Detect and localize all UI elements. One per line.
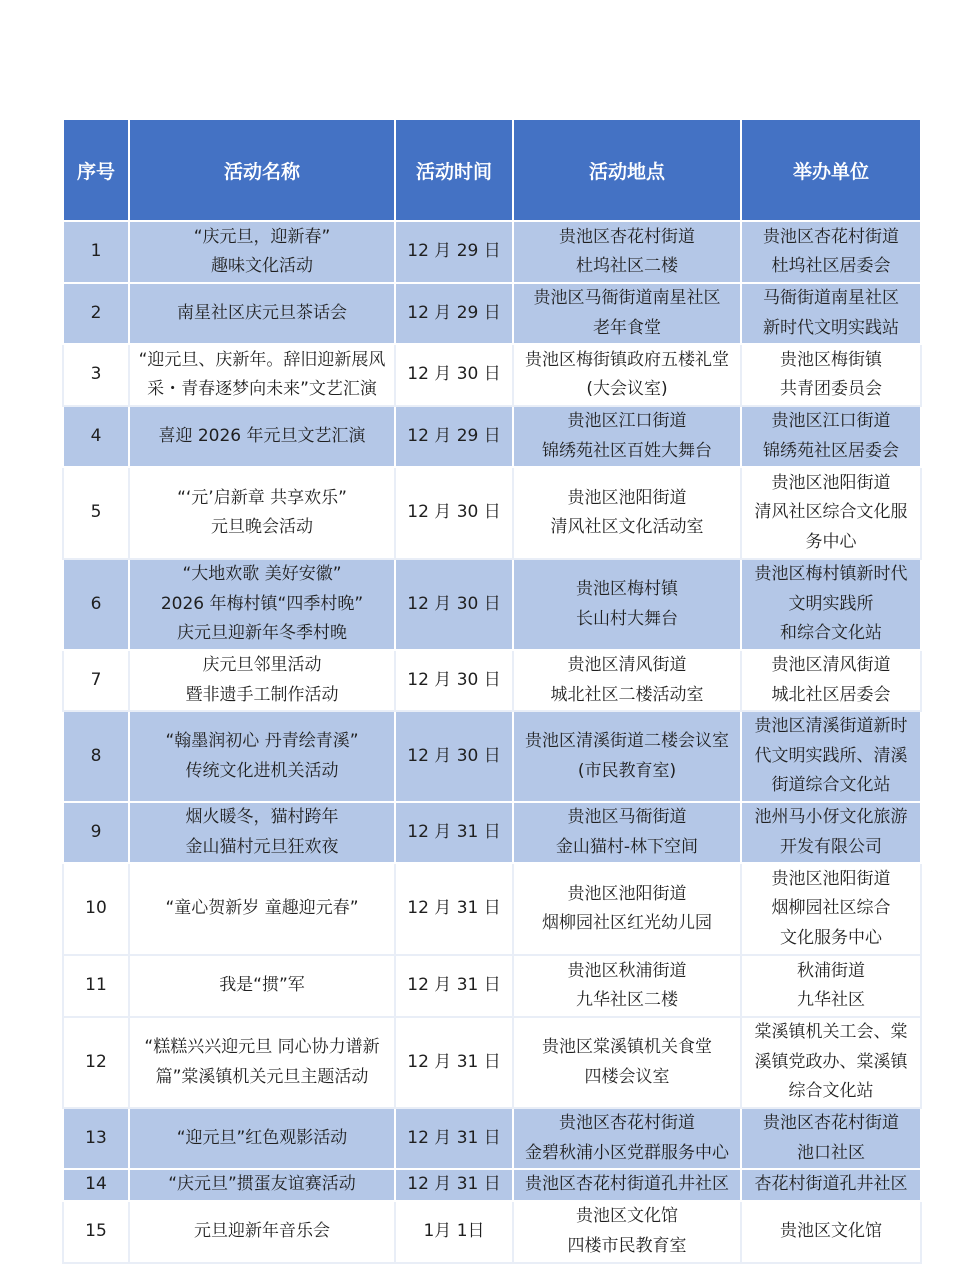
table-row (63, 283, 921, 344)
cell-organizer-line: 贵池区梅街镇 (780, 349, 882, 370)
cell-activity-name (129, 283, 395, 344)
table-row (63, 221, 921, 283)
cell-activity-place-line: 贵池区马衙街道南星社区 (533, 288, 721, 308)
cell-index: 9 (63, 802, 129, 863)
cell-activity-place-line: 清风社区文化活动室 (550, 517, 704, 537)
cell-activity-time: 12 月 31 日 (395, 1169, 513, 1201)
cell-activity-place-line: 贵池区杏花村街道 (559, 1113, 695, 1133)
cell-index: 11 (63, 955, 129, 1017)
cell-organizer-line: 开发有限公司 (780, 836, 882, 857)
header-activity-time: 活动时间 (395, 119, 513, 221)
cell-activity-name-line: 元旦晚会活动 (211, 517, 313, 537)
cell-activity-place-line: 金碧秋浦小区党群服务中心 (525, 1142, 729, 1163)
cell-activity-name (129, 955, 395, 1017)
header-organizer: 举办单位 (741, 119, 921, 221)
cell-activity-name-line: 烟火暖冬，猫村跨年 (185, 807, 339, 827)
header-index: 序号 (63, 119, 129, 221)
cell-activity-time: 12 月 29 日 (395, 221, 513, 283)
cell-organizer (741, 711, 921, 802)
cell-activity-time: 12 月 30 日 (395, 344, 513, 406)
cell-organizer-line: 九华社区 (797, 990, 865, 1010)
cell-activity-place-line: 烟柳园社区红光幼儿园 (542, 913, 712, 933)
cell-activity-name-line: “童心贺新岁 童趣迎元春” (165, 898, 359, 919)
cell-organizer (741, 406, 921, 467)
cell-activity-time: 12 月 31 日 (395, 1017, 513, 1108)
cell-activity-time: 12 月 31 日 (395, 1108, 513, 1169)
cell-activity-time: 12 月 30 日 (395, 559, 513, 650)
cell-activity-time: 12 月 29 日 (395, 283, 513, 344)
table-row (63, 1201, 921, 1263)
table-row (63, 955, 921, 1017)
cell-activity-place (513, 955, 741, 1017)
cell-organizer-line: 务中心 (805, 531, 857, 552)
cell-organizer-line: 文明实践所 (788, 593, 874, 614)
cell-activity-place-line: 贵池区池阳街道 (567, 487, 687, 508)
cell-activity-name-line: 趣味文化活动 (211, 256, 313, 276)
cell-activity-place-line: 贵池区秋浦街道 (567, 960, 687, 981)
cell-organizer (741, 1201, 921, 1263)
cell-index: 14 (63, 1169, 129, 1201)
cell-activity-name-line: “庆元旦，迎新春” (193, 226, 331, 247)
table-row (63, 802, 921, 863)
cell-activity-place-line: (大会议室) (586, 379, 668, 399)
cell-organizer (741, 344, 921, 406)
cell-activity-name-line: 暨非遗手工制作活动 (185, 684, 339, 705)
cell-activity-name (129, 344, 395, 406)
cell-organizer (741, 283, 921, 344)
cell-activity-time: 12 月 30 日 (395, 467, 513, 559)
cell-activity-place (513, 1108, 741, 1169)
cell-organizer-line: 马衙街道南星社区 (763, 288, 899, 308)
cell-activity-name (129, 650, 395, 711)
cell-activity-time: 12 月 31 日 (395, 955, 513, 1017)
cell-organizer-line: 街道综合文化站 (771, 775, 891, 796)
cell-organizer-line: 杏花村街道孔井社区 (754, 1174, 908, 1194)
cell-activity-place (513, 863, 741, 955)
cell-activity-place-line: 贵池区梅村镇 (576, 579, 678, 599)
cell-activity-place-line: 长山村大舞台 (576, 608, 678, 629)
cell-activity-place-line: 贵池区池阳街道 (567, 883, 687, 904)
cell-activity-name-line: 金山猫村元旦狂欢夜 (185, 836, 339, 857)
cell-activity-name-line: “‘元’启新章 共享欢乐” (177, 487, 347, 508)
cell-organizer-line: 棠溪镇机关工会、棠 (754, 1022, 908, 1043)
cell-activity-place-line: 城北社区二楼活动室 (550, 684, 704, 705)
header-activity-name: 活动名称 (129, 119, 395, 221)
cell-index: 6 (63, 559, 129, 650)
cell-activity-name (129, 711, 395, 802)
cell-activity-name-line: “大地欢歌 美好安徽” (182, 564, 342, 585)
cell-activity-name (129, 221, 395, 283)
cell-activity-place-line: 锦绣苑社区百姓大舞台 (542, 440, 712, 461)
cell-organizer (741, 559, 921, 650)
cell-organizer-line: 贵池区杏花村街道 (763, 226, 899, 247)
cell-organizer-line: 秋浦街道 (797, 960, 865, 981)
cell-activity-place-line: 贵池区清风街道 (567, 655, 687, 675)
table-row (63, 711, 921, 802)
cell-activity-name (129, 802, 395, 863)
cell-activity-place-line: 四楼会议室 (584, 1066, 670, 1087)
cell-organizer-line: 和综合文化站 (780, 623, 882, 644)
cell-activity-name (129, 1108, 395, 1169)
cell-activity-name-line: 庆元旦迎新年冬季村晚 (177, 623, 347, 644)
cell-organizer-line: 烟柳园社区综合 (771, 898, 891, 919)
cell-activity-place-line: 四楼市民教育室 (567, 1235, 687, 1256)
header-activity-place: 活动地点 (513, 119, 741, 221)
table-row (63, 406, 921, 467)
cell-activity-place-line: 九华社区二楼 (576, 990, 678, 1010)
cell-organizer (741, 650, 921, 711)
cell-activity-name (129, 1201, 395, 1263)
table-header-row (63, 119, 921, 221)
cell-organizer-line: 文化服务中心 (780, 927, 882, 948)
cell-activity-name-line: 传统文化进机关活动 (185, 760, 339, 781)
cell-activity-name-line: 我是“掼”军 (219, 975, 305, 996)
table-row (63, 650, 921, 711)
cell-activity-time: 12 月 30 日 (395, 650, 513, 711)
cell-activity-place (513, 344, 741, 406)
cell-organizer (741, 802, 921, 863)
cell-organizer-line: 贵池区杏花村街道 (763, 1113, 899, 1133)
cell-index: 3 (63, 344, 129, 406)
cell-index: 4 (63, 406, 129, 467)
cell-activity-place-line: 杜坞社区二楼 (576, 256, 678, 276)
cell-index: 10 (63, 863, 129, 955)
cell-activity-place-line: 贵池区马衙街道 (567, 807, 687, 827)
cell-activity-name (129, 559, 395, 650)
cell-activity-name (129, 406, 395, 467)
cell-organizer-line: 贵池区池阳街道 (771, 472, 891, 493)
cell-organizer-line: 清风社区综合文化服 (754, 502, 908, 523)
cell-activity-time: 12 月 31 日 (395, 802, 513, 863)
cell-activity-place-line: 老年食堂 (593, 317, 661, 338)
cell-organizer-line: 综合文化站 (788, 1081, 874, 1102)
cell-index: 13 (63, 1108, 129, 1169)
cell-activity-place-line: 贵池区文化馆 (576, 1206, 678, 1226)
cell-activity-name-line: “糕糕兴兴迎元旦 同心协力谱新 (144, 1037, 380, 1057)
cell-organizer (741, 955, 921, 1017)
cell-organizer (741, 1169, 921, 1201)
cell-organizer-line: 贵池区清溪街道新时 (754, 716, 908, 737)
table-row (63, 1017, 921, 1108)
cell-activity-place-line: (市民教育室) (577, 760, 677, 781)
cell-organizer-line: 贵池区文化馆 (780, 1220, 882, 1241)
cell-activity-name-line: 庆元旦邻里活动 (202, 655, 322, 675)
cell-activity-place-line: 贵池区杏花村街道 (559, 226, 695, 247)
cell-activity-place (513, 711, 741, 802)
cell-organizer-line: 新时代文明实践站 (763, 317, 899, 338)
cell-organizer (741, 863, 921, 955)
cell-index: 8 (63, 711, 129, 802)
cell-index: 1 (63, 221, 129, 283)
cell-activity-name (129, 1017, 395, 1108)
cell-organizer-line: 锦绣苑社区居委会 (763, 440, 899, 461)
cell-organizer-line: 池口社区 (797, 1142, 865, 1163)
cell-activity-name-line: 2026 年梅村镇“四季村晚” (160, 593, 364, 614)
cell-activity-place (513, 1017, 741, 1108)
cell-organizer-line: 共青团委员会 (780, 379, 882, 399)
cell-activity-place (513, 283, 741, 344)
table-row (63, 1108, 921, 1169)
cell-organizer-line: 杜坞社区居委会 (771, 256, 891, 276)
cell-organizer (741, 1017, 921, 1108)
cell-activity-name-line: 元旦迎新年音乐会 (194, 1220, 330, 1241)
cell-organizer (741, 221, 921, 283)
cell-index: 12 (63, 1017, 129, 1108)
cell-activity-place-line: 贵池区清溪街道二楼会议室 (525, 731, 729, 751)
cell-activity-place (513, 1201, 741, 1263)
cell-organizer (741, 1108, 921, 1169)
table-row (63, 467, 921, 559)
activity-table (62, 118, 922, 1264)
cell-activity-place-line: 贵池区杏花村街道孔井社区 (525, 1174, 729, 1194)
table-row (63, 344, 921, 406)
cell-organizer-line: 贵池区梅村镇新时代 (754, 564, 908, 585)
cell-organizer-line: 贵池区池阳街道 (771, 868, 891, 889)
cell-organizer-line: 代文明实践所、清溪 (754, 745, 908, 766)
cell-activity-place (513, 1169, 741, 1201)
cell-activity-name-line: “庆元旦”掼蛋友谊赛活动 (168, 1174, 356, 1194)
cell-organizer-line: 池州马小伢文化旅游 (754, 807, 908, 827)
cell-activity-place (513, 221, 741, 283)
cell-activity-place-line: 贵池区江口街道 (567, 411, 687, 431)
cell-index: 5 (63, 467, 129, 559)
cell-activity-place (513, 650, 741, 711)
cell-activity-time: 12 月 30 日 (395, 711, 513, 802)
cell-activity-place (513, 406, 741, 467)
cell-activity-time: 12 月 29 日 (395, 406, 513, 467)
cell-activity-time: 12 月 31 日 (395, 863, 513, 955)
activity-table-container (62, 118, 920, 1264)
cell-organizer-line: 溪镇党政办、棠溪镇 (754, 1051, 908, 1072)
cell-activity-place-line: 贵池区棠溪镇机关食堂 (542, 1037, 712, 1057)
cell-organizer-line: 贵池区清风街道 (771, 655, 891, 675)
cell-activity-time: 1月 1日 (395, 1201, 513, 1263)
cell-organizer (741, 467, 921, 559)
cell-activity-name-line: 南星社区庆元旦茶话会 (177, 302, 347, 323)
table-row (63, 863, 921, 955)
cell-activity-name-line: “迎元旦、庆新年。辞旧迎新展风 (138, 349, 386, 370)
cell-index: 7 (63, 650, 129, 711)
cell-activity-name (129, 1169, 395, 1201)
cell-index: 15 (63, 1201, 129, 1263)
cell-activity-place-line: 贵池区梅街镇政府五楼礼堂 (525, 349, 729, 370)
cell-organizer-line: 城北社区居委会 (771, 684, 891, 705)
table-row (63, 559, 921, 650)
table-body (63, 221, 921, 1263)
cell-activity-name-line: 采・青春逐梦向未来”文艺汇演 (147, 379, 377, 399)
cell-activity-name-line: 篇”棠溪镇机关元旦主题活动 (155, 1066, 369, 1087)
cell-activity-name-line: “翰墨润初心 丹青绘青溪” (165, 731, 359, 751)
cell-activity-place-line: 金山猫村-林下空间 (555, 836, 699, 857)
cell-activity-name (129, 467, 395, 559)
cell-activity-name (129, 863, 395, 955)
cell-activity-place (513, 559, 741, 650)
cell-activity-place (513, 467, 741, 559)
cell-index: 2 (63, 283, 129, 344)
cell-activity-name-line: 喜迎 2026 年元旦文艺汇演 (158, 425, 366, 446)
cell-activity-place (513, 802, 741, 863)
cell-activity-name-line: “迎元旦”红色观影活动 (176, 1127, 348, 1148)
table-row (63, 1169, 921, 1201)
cell-organizer-line: 贵池区江口街道 (771, 411, 891, 431)
